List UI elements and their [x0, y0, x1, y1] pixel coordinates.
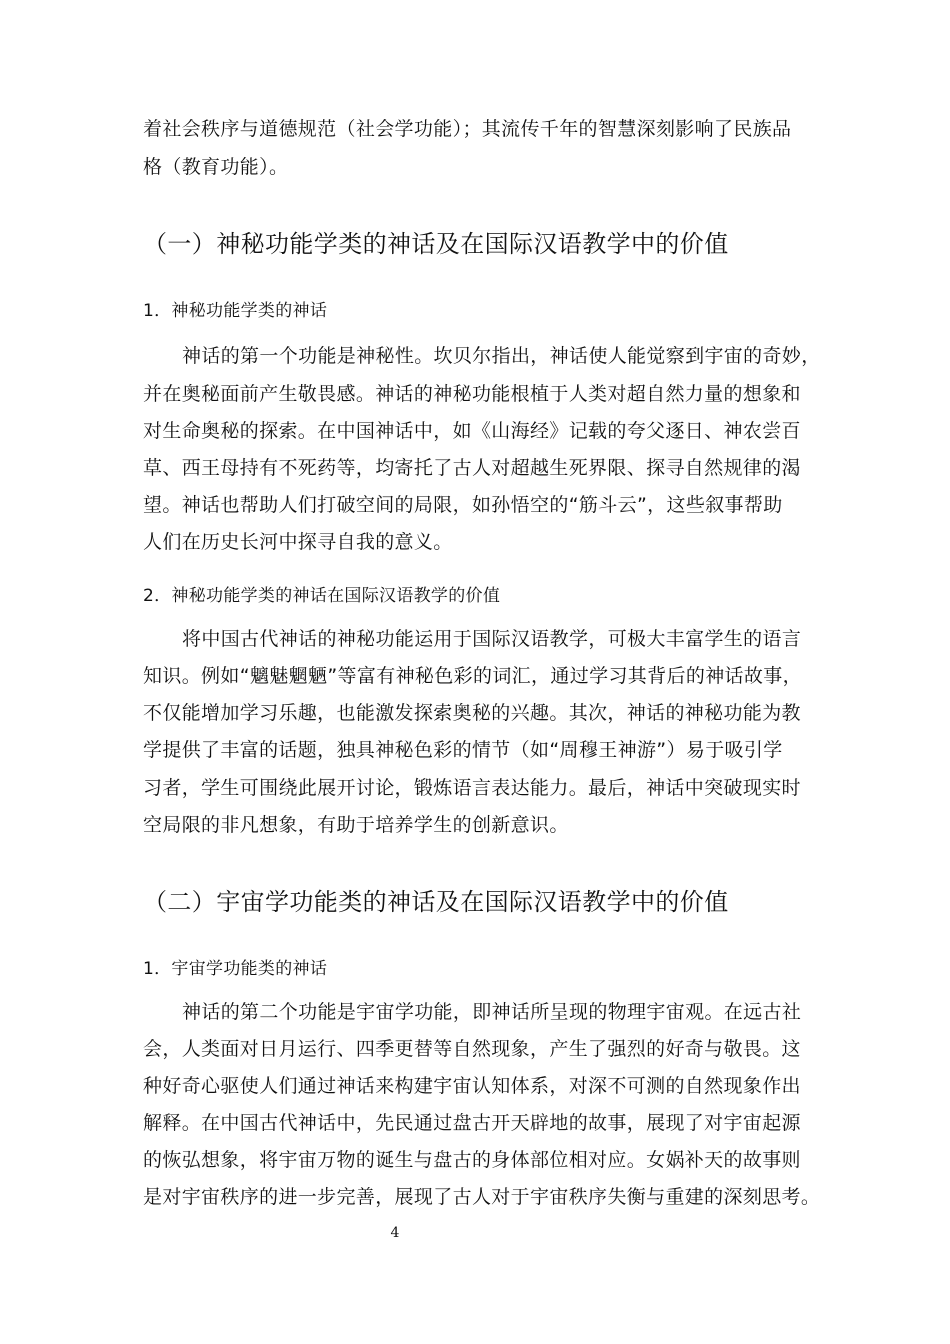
paragraph-line: 习者，学生可围绕此展开讨论，锻炼语言表达能力。最后，神话中突破现实时: [143, 777, 801, 799]
paragraph-line: 解释。在中国古代神话中，先民通过盘古开天辟地的故事，展现了对宇宙起源: [143, 1112, 801, 1134]
paragraph-line: 草、西王母持有不死药等，均寄托了古人对超越生死界限、探寻自然规律的渴: [143, 457, 801, 479]
paragraph-line: 是对宇宙秩序的进一步完善，展现了古人对于宇宙秩序失衡与重建的深刻思考。: [143, 1186, 821, 1208]
section-1-heading: （一）神秘功能学类的神话及在国际汉语教学中的价值: [143, 230, 729, 258]
paragraph-line: 会，人类面对日月运行、四季更替等自然现象，产生了强烈的好奇与敬畏。这: [143, 1038, 801, 1060]
paragraph-line: 空局限的非凡想象，有助于培养学生的创新意识。: [143, 814, 569, 836]
paragraph-line: 不仅能增加学习乐趣，也能激发探索奥秘的兴趣。其次，神话的神秘功能为教: [143, 702, 801, 724]
paragraph-line: 知识。例如“魑魅魍魉”等富有神秘色彩的词汇，通过学习其背后的神话故事，: [143, 665, 802, 687]
paragraph-line: 人们在历史长河中探寻自我的意义。: [143, 531, 453, 553]
section-2-sub-1-heading: 1．宇宙学功能类的神话: [143, 959, 328, 979]
intro-line-2: 格（教育功能）。: [143, 156, 289, 178]
paragraph-line: 神话的第二个功能是宇宙学功能，即神话所呈现的物理宇宙观。在远古社: [182, 1001, 802, 1023]
section-1-sub-2-heading: 2．神秘功能学类的神话在国际汉语教学的价值: [143, 586, 501, 606]
section-2-heading: （二）宇宙学功能类的神话及在国际汉语教学中的价值: [143, 888, 729, 916]
paragraph-line: 并在奥秘面前产生敬畏感。神话的神秘功能根植于人类对超自然力量的想象和: [143, 383, 801, 405]
page-number: 4: [390, 1225, 400, 1241]
paragraph-line: 望。神话也帮助人们打破空间的局限，如孙悟空的“筋斗云”，这些叙事帮助: [143, 494, 783, 516]
intro-line-1: 着社会秩序与道德规范（社会学功能）；其流传千年的智慧深刻影响了民族品: [143, 118, 792, 140]
paragraph-line: 学提供了丰富的话题，独具神秘色彩的情节（如“周穆王神游”）易于吸引学: [143, 739, 783, 761]
paragraph-line: 种好奇心驱使人们通过神话来构建宇宙认知体系，对深不可测的自然现象作出: [143, 1075, 801, 1097]
paragraph-line: 对生命奥秘的探索。在中国神话中，如《山海经》记载的夸父逐日、神农尝百: [143, 420, 801, 442]
paragraph-line: 的恢弘想象，将宇宙万物的诞生与盘古的身体部位相对应。女娲补天的故事则: [143, 1149, 801, 1171]
paragraph-line: 将中国古代神话的神秘功能运用于国际汉语教学，可极大丰富学生的语言: [182, 628, 802, 650]
section-1-sub-1-heading: 1．神秘功能学类的神话: [143, 301, 328, 321]
paragraph-line: 神话的第一个功能是神秘性。坎贝尔指出，神话使人能觉察到宇宙的奇妙，: [182, 345, 821, 367]
